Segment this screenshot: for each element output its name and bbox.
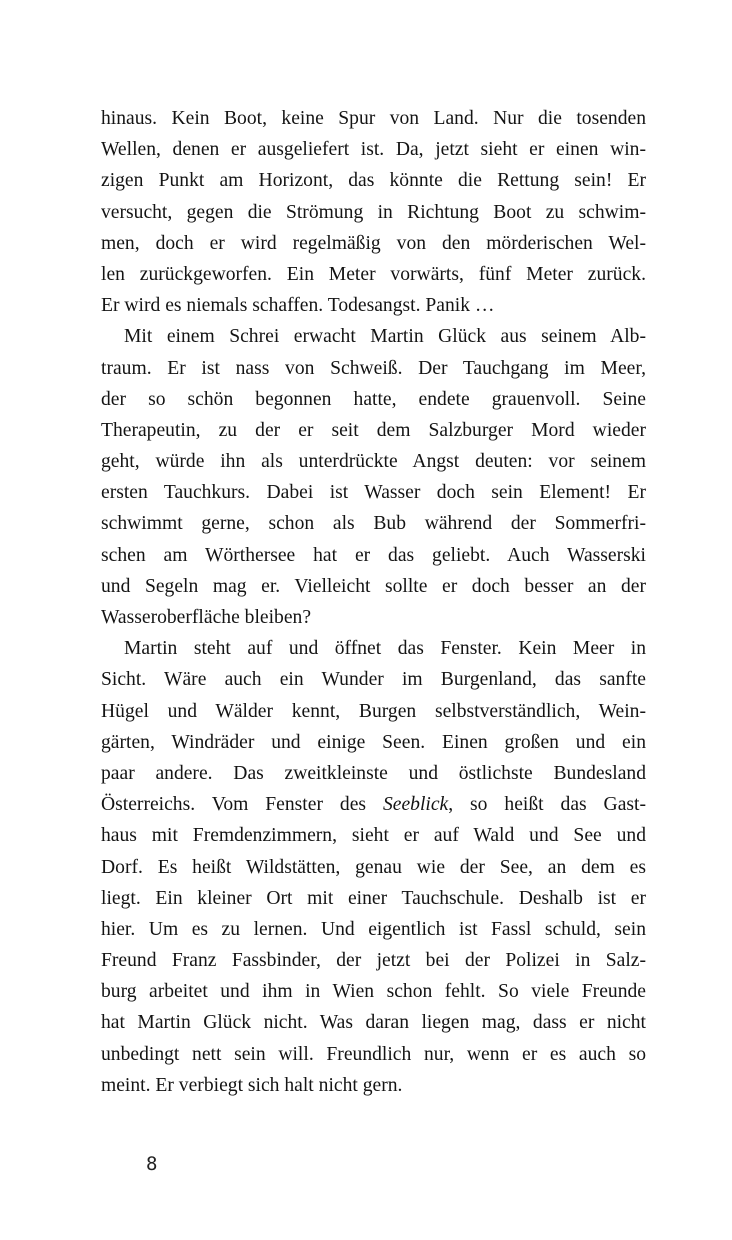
- text-line: und Segeln mag er. Vielleicht sollte er doch besser an der: [101, 575, 646, 597]
- text-line: unbedingt nett sein will. Freundlich nur, wenn er es auch so: [101, 1043, 646, 1065]
- text-line: Er wird es niemals schaffen. Todesangst. Panik …: [101, 295, 495, 317]
- text-run: Österreichs. Vom Fenster des: [101, 794, 383, 816]
- text-line: Dorf. Es heißt Wildstätten, genau wie der See, an dem es: [101, 856, 646, 878]
- text-line: Martin steht auf und öffnet das Fenster. Kein Meer in: [124, 638, 646, 660]
- text-line: ersten Tauchkurs. Dabei ist Wasser doch sein Element! Er: [101, 482, 646, 504]
- text-line: paar andere. Das zweitkleinste und östlichste Bundesland: [101, 762, 646, 784]
- text-line: schen am Wörthersee hat er das geliebt. Auch Wasserski: [101, 544, 646, 566]
- text-line-with-italic: [101, 789, 646, 820]
- text-line: hinaus. Kein Boot, keine Spur von Land. Nur die tosenden: [101, 108, 646, 129]
- text-line: men, doch er wird regelmäßig von den mörderischen Wel-: [101, 232, 646, 254]
- text-line: Hügel und Wälder kennt, Burgen selbstverständlich, Wein-: [101, 700, 646, 722]
- text-line: Freund Franz Fassbinder, der jetzt bei der Polizei in Salz-: [101, 950, 646, 972]
- text-line: zigen Punkt am Horizont, das könnte die Rettung sein! Er: [101, 170, 646, 192]
- text-line: hat Martin Glück nicht. Was daran liegen mag, dass er nicht: [101, 1012, 646, 1034]
- text-line: Sicht. Wäre auch ein Wunder im Burgenland, das sanfte: [101, 669, 646, 691]
- page-number: 8: [146, 1153, 158, 1175]
- text-line: meint. Er verbiegt sich halt nicht gern.: [101, 1074, 403, 1096]
- text-line: burg arbeitet und ihm in Wien schon fehlt. So viele Freunde: [101, 981, 646, 1003]
- paragraph-3: [101, 633, 646, 1101]
- text-line: traum. Er ist nass von Schweiß. Der Tauchgang im Meer,: [101, 357, 646, 379]
- paragraph-2: [101, 321, 646, 633]
- paragraph-1: [101, 103, 646, 321]
- text-line: versucht, gegen die Strömung in Richtung Boot zu schwim-: [101, 201, 646, 223]
- text-line: Therapeutin, zu der er seit dem Salzburger Mord wieder: [101, 419, 646, 441]
- body-text: [101, 103, 646, 1101]
- text-line: len zurückgeworfen. Ein Meter vorwärts, fünf Meter zurück.: [101, 263, 646, 285]
- text-line: Mit einem Schrei erwacht Martin Glück aus seinem Alb-: [124, 326, 646, 348]
- text-line: liegt. Ein kleiner Ort mit einer Tauchschule. Deshalb ist er: [101, 887, 646, 909]
- text-line: der so schön begonnen hatte, endete grauenvoll. Seine: [101, 388, 646, 410]
- text-line: Wasseroberfläche bleiben?: [101, 607, 312, 628]
- text-run: , so heißt das Gast-: [448, 794, 647, 816]
- text-line: hier. Um es zu lernen. Und eigentlich ist Fassl schuld, sein: [101, 918, 646, 940]
- text-line: Wellen, denen er ausgeliefert ist. Da, jetzt sieht er einen win-: [101, 139, 646, 161]
- text-line: haus mit Fremdenzimmern, sieht er auf Wald und See und: [101, 825, 646, 847]
- text-line: schwimmt gerne, schon als Bub während der Sommerfri-: [101, 513, 646, 535]
- text-line: gärten, Windräder und einige Seen. Einen großen und ein: [101, 731, 646, 753]
- italic-title: Seeblick: [382, 794, 449, 816]
- text-line: geht, würde ihn als unterdrückte Angst deuten: vor seinem: [101, 451, 646, 473]
